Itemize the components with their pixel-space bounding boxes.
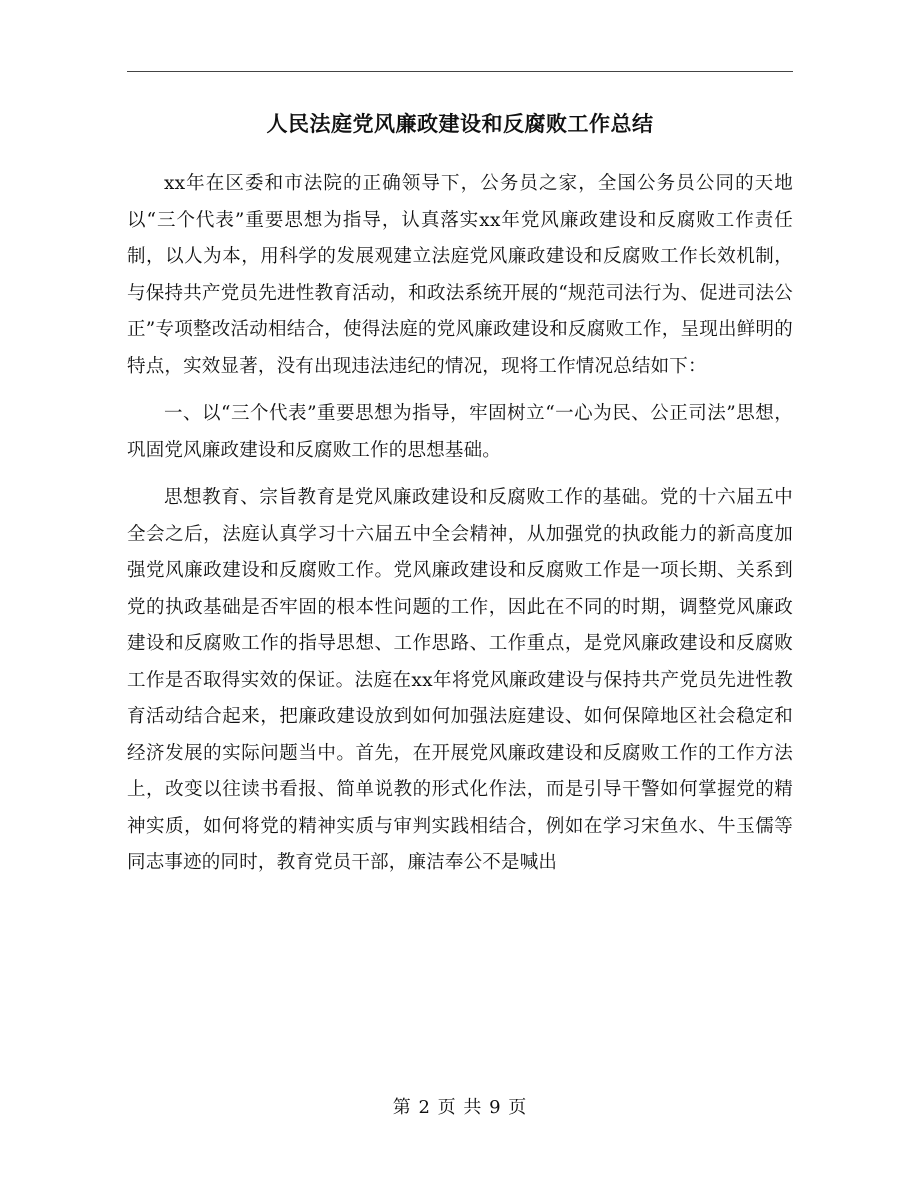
paragraph-thought-education: 思想教育、宗旨教育是党风廉政建设和反腐败工作的基础。党的十六届五中全会之后，法庭认真学习十六届五中全会精神，从加强党的执政能力的新高度加强党风廉政建设和反腐败工作。党风廉政建设和反腐败工作是一项长期、关系到党的执政基础是否牢固的根本性问题的工作，因此在不同的时期，调整党风廉政建设和反腐败工作的指导思想、工作思路、工作重点，是党风廉政建设和反腐败工作是否取得实效的保证。法庭在xx年将党风廉政建设与保持共产党员先进性教育活动结合起来，把廉政建设放到如何加强法庭建设、如何保障地区社会稳定和经济发展的实际问题当中。首先，在开展党风廉政建设和反腐败工作的工作方法上，改变以往读书看报、简单说教的形式化作法，而是引导干警如何掌握党的精神实质，如何将党的精神实质与审判实践相结合，例如在学习宋鱼水、牛玉儒等同志事迹的同时，教育党员干部，廉洁奉公不是喊出 [127,487,793,873]
paragraph-intro: xx年在区委和市法院的正确领导下，公务员之家，全国公务员公同的天地以“三个代表”重要思想为指导，认真落实xx年党风廉政建设和反腐败工作责任制，以人为本，用科学的发展观建立法庭党风廉政建设和反腐败工作长效机制，与保持共产党员先进性教育活动，和政法系统开展的“规范司法行为、促进司法公正”专项整改活动相结合，使得法庭的党风廉政建设和反腐败工作，呈现出鲜明的特点，实效显著，没有出现违法违纪的情况，现将工作情况总结如下： [127,173,793,377]
page-number: 第 2 页 共 9 页 [392,1097,528,1118]
header-rule [127,71,793,72]
paragraph-section-one-heading: 一、以“三个代表”重要思想为指导，牢固树立“一心为民、公正司法”思想，巩固党风廉政建设和反腐败工作的思想基础。 [127,403,793,461]
document-title: 人民法庭党风廉政建设和反腐败工作总结 [266,111,654,136]
document-body [127,166,793,882]
